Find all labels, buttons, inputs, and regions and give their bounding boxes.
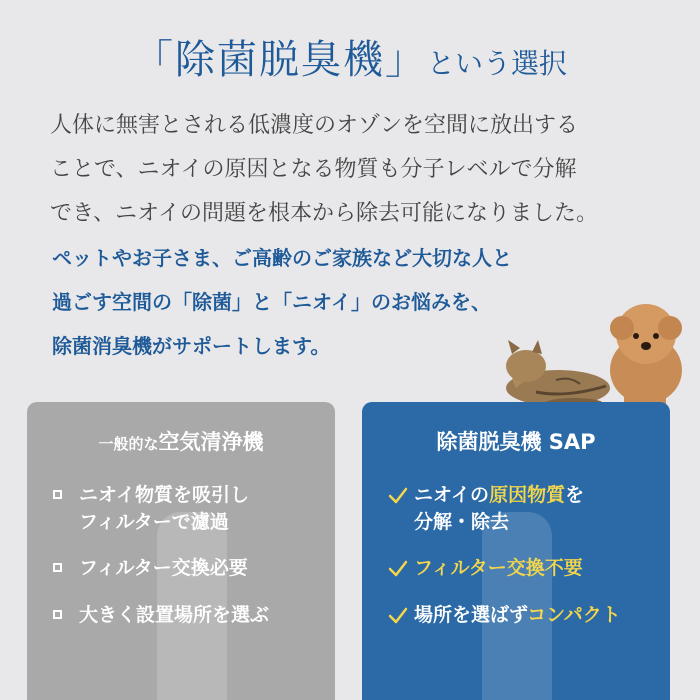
list-item-highlight: コンパクト <box>527 604 621 626</box>
list-item-text: ニオイの <box>414 484 490 506</box>
cat-illustration <box>506 340 610 410</box>
card-title-main: 空気清浄機 <box>158 430 264 454</box>
title-main: 「除菌脱臭機」 <box>132 37 427 83</box>
list-item-text: ニオイ物質を吸引し <box>79 484 250 506</box>
list-item-text: 大きく設置場所を選ぶ <box>79 604 270 626</box>
dog-illustration <box>610 304 682 418</box>
card-title: 除菌脱臭機 SAP <box>436 430 596 454</box>
list-item-text: 分解・除去 <box>414 511 510 533</box>
list-item-text: フィルターで濾過 <box>79 511 229 533</box>
list-item-text: を <box>565 484 585 506</box>
description-line: ことで、ニオイの原因となる物質も分子レベルで分解 <box>50 157 577 182</box>
sap-card <box>362 402 670 700</box>
description <box>50 104 670 236</box>
list-item-highlight: フィルター交換不要 <box>414 557 583 579</box>
list-item-text: 場所を選ばず <box>414 604 528 626</box>
description-line: 人体に無害とされる低濃度のオゾンを空間に放出する <box>50 113 579 138</box>
list-item-text: フィルター交換必要 <box>79 557 248 579</box>
list-item-highlight: 原因物質 <box>489 484 566 506</box>
page-title <box>0 28 700 85</box>
checkmark-icon <box>388 606 408 626</box>
highlight-line: ペットやお子さま、ご高齢のご家族など大切な人と <box>52 246 512 270</box>
pets-illustration <box>496 292 696 420</box>
card-title-prefix: 一般的な <box>98 435 159 453</box>
highlight-line: 除菌消臭機がサポートします。 <box>52 334 331 358</box>
bullet-square-icon <box>53 563 62 572</box>
checkmark-icon <box>388 486 408 506</box>
title-sub: という選択 <box>426 47 567 80</box>
highlight-line: 過ごす空間の「除菌」と「ニオイ」のお悩みを、 <box>52 290 491 314</box>
air-purifier-card <box>27 402 335 700</box>
checkmark-icon <box>388 559 408 579</box>
bullet-square-icon <box>53 490 62 499</box>
card-title <box>27 426 335 456</box>
description-line: でき、ニオイの問題を根本から除去可能になりました。 <box>50 201 599 226</box>
bullet-square-icon <box>53 610 62 619</box>
